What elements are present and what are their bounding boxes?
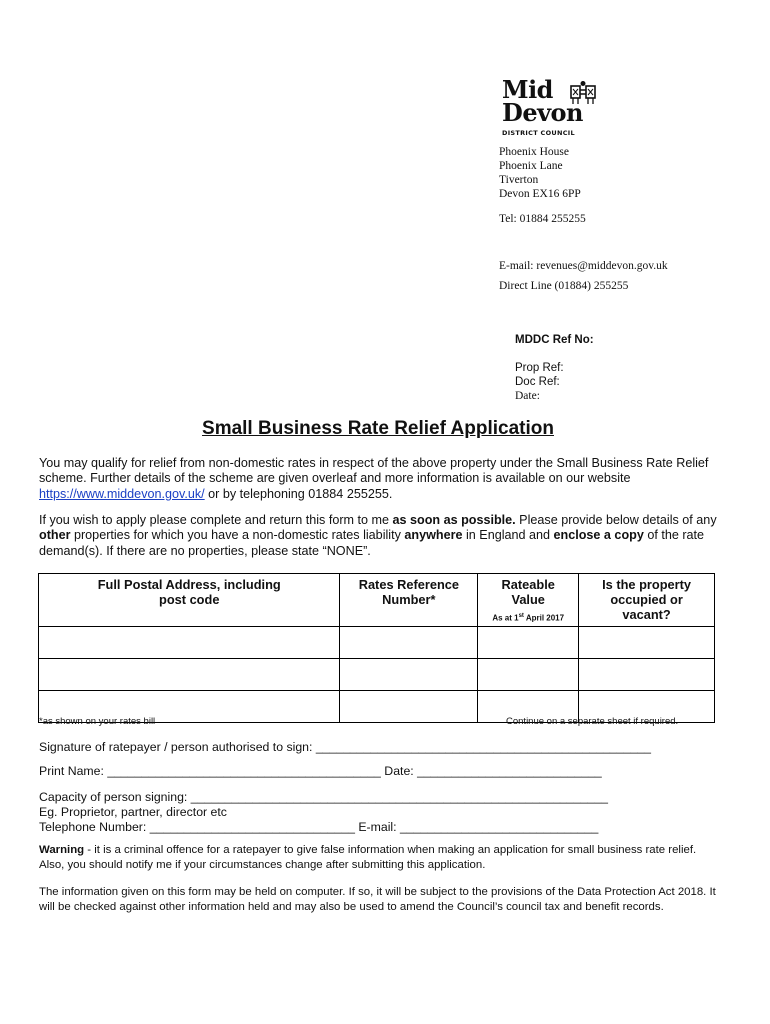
prop-ref: Prop Ref: <box>515 362 564 374</box>
instructions-text-2: Please provide below details of any <box>515 513 717 527</box>
capacity-examples: Eg. Proprietor, partner, director etc <box>39 805 227 819</box>
separate-sheet-note: Continue on a separate sheet if required. <box>506 716 679 727</box>
email-address: E-mail: revenues@middevon.gov.uk <box>499 260 668 272</box>
value-note-pre: As at 1 <box>492 613 519 623</box>
col-header-rateable-value <box>478 574 579 627</box>
address-line-2: Phoenix Lane <box>499 160 563 172</box>
intro-text: You may qualify for relief from non-domestic rates in respect of the above property under the Small Business Rate Relief scheme. Further details of the scheme are given overleaf and more information is available on our website <box>39 456 709 486</box>
page-title: Small Business Rate Relief Application <box>202 418 554 439</box>
occupied-cell[interactable] <box>579 658 715 690</box>
value-cell[interactable] <box>478 626 579 658</box>
value-cell[interactable] <box>478 658 579 690</box>
col-header-address-line2: post code <box>159 592 220 607</box>
rates-bill-footnote: *as shown on your rates bill <box>39 716 156 727</box>
council-logo <box>500 75 608 140</box>
telephone-number: Tel: 01884 255255 <box>499 213 586 225</box>
properties-table <box>38 573 715 723</box>
instructions-text-5: of the rate demand(s). If there are no properties, please state “NONE”. <box>39 528 705 558</box>
col-header-occupied-line2: occupied or <box>610 592 683 607</box>
reference-cell[interactable] <box>340 658 478 690</box>
instructions-bold-1: as soon as possible. <box>392 513 516 527</box>
instructions-text-4: in England and <box>462 528 554 543</box>
col-header-value-line1: Rateable <box>501 577 555 592</box>
capacity-field[interactable]: Capacity of person signing: _____________________________________________________________ <box>39 790 608 804</box>
logo-text-mid: Mid <box>502 75 553 104</box>
warning-paragraph <box>39 843 719 873</box>
col-header-value-note <box>478 609 578 626</box>
address-cell[interactable] <box>39 626 340 658</box>
address-line-4: Devon EX16 6PP <box>499 188 581 200</box>
col-header-address-line1: Full Postal Address, including <box>97 577 281 592</box>
col-header-value-line2: Value <box>511 592 545 607</box>
website-link[interactable]: https://www.middevon.gov.uk/ <box>39 486 205 501</box>
address-line-3: Tiverton <box>499 174 539 186</box>
logo-text-devon: Devon <box>502 98 583 127</box>
instructions-bold-2: other <box>39 528 71 543</box>
intro-text-end: or by telephoning 01884 255255. <box>204 486 393 501</box>
telephone-email-field[interactable]: Telephone Number: ______________________________ E-mail: _____________________________ <box>39 820 599 834</box>
data-protection-paragraph: The information given on this form may be held on computer. If so, it will be subject to the provisions of the Data Protection Act 2018. It will be checked against other information held and may also be used to amend the Council’s council tax and benefit records. <box>39 886 716 913</box>
address-line-1: Phoenix House <box>499 146 569 158</box>
doc-ref: Doc Ref: <box>515 376 560 388</box>
instructions-text-3: properties for which you have a non-domestic rates liability <box>70 528 405 543</box>
print-name-date-field[interactable]: Print Name: ________________________________________ Date: ___________________________ <box>39 764 602 778</box>
table-row <box>39 658 715 690</box>
instructions-bold-3: anywhere <box>404 528 463 543</box>
col-header-ref-line1: Rates Reference <box>358 577 459 592</box>
ref-date: Date: <box>515 390 540 402</box>
warning-text: - it is a criminal offence for a ratepayer to give false information when making an application for small business rate relief. Also, you should notify me if your circumstances change after submitting this application. <box>39 844 697 871</box>
col-header-ref-line2: Number* <box>382 592 436 607</box>
logo-text-council: DISTRICT COUNCIL <box>502 129 575 137</box>
col-header-occupied <box>579 574 715 627</box>
intro-paragraph <box>39 456 719 502</box>
table-row <box>39 626 715 658</box>
value-note-sup: st <box>518 613 524 619</box>
warning-label: Warning <box>39 844 85 856</box>
ref-heading: MDDC Ref No: <box>515 334 594 346</box>
instructions-bold-4: enclose a copy <box>553 528 644 543</box>
col-header-address <box>39 574 340 627</box>
direct-line: Direct Line (01884) 255255 <box>499 280 629 292</box>
instructions-text-1: If you wish to apply please complete and return this form to me <box>39 513 393 527</box>
reference-cell[interactable] <box>340 690 478 722</box>
col-header-occupied-line1: Is the property <box>602 577 692 592</box>
signature-field[interactable]: Signature of ratepayer / person authorised to sign: _________________________________________________ <box>39 740 651 754</box>
col-header-rates-reference <box>340 574 478 627</box>
occupied-cell[interactable] <box>579 626 715 658</box>
col-header-occupied-line3: vacant? <box>622 607 671 622</box>
instructions-paragraph <box>39 513 719 559</box>
value-note-post: April 2017 <box>523 613 565 623</box>
table-header-row <box>39 574 715 627</box>
reference-cell[interactable] <box>340 626 478 658</box>
address-cell[interactable] <box>39 658 340 690</box>
